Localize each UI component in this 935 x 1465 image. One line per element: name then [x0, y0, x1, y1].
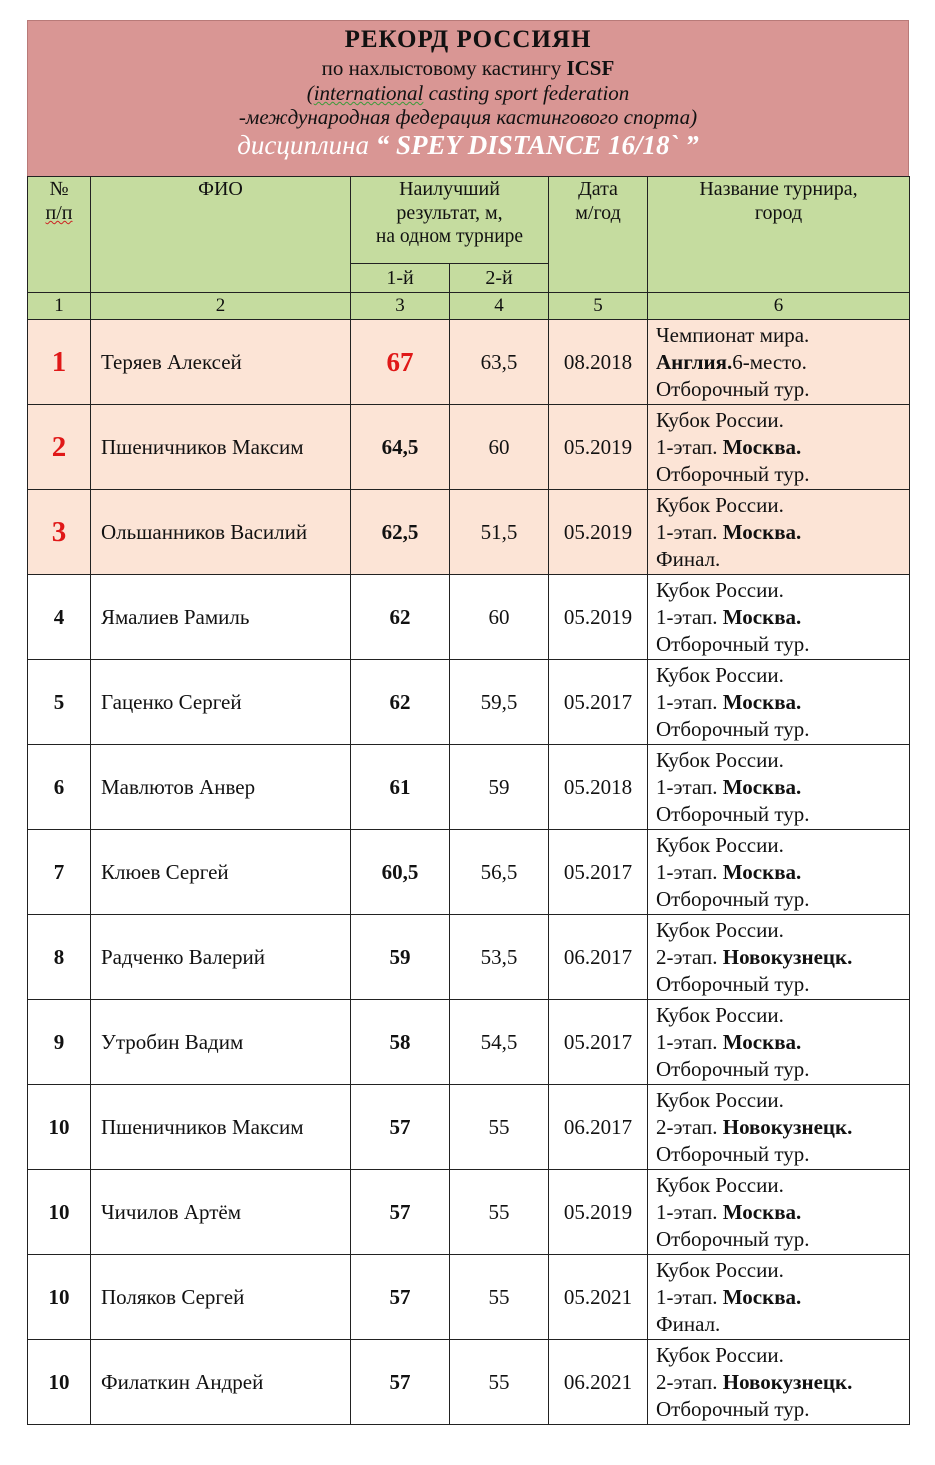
tournament-cell: [648, 490, 910, 575]
tournament-cell: [648, 915, 910, 1000]
federation-name-en: [28, 81, 908, 105]
rank-cell: 10: [28, 1255, 91, 1340]
paren-open: (: [306, 81, 314, 105]
federation-name-ru: -международная федерация кастингового спорта): [238, 105, 698, 129]
date-cell: 06.2017: [549, 1085, 648, 1170]
tournament-stage: 1-этап.: [656, 434, 723, 459]
rank-cell: 10: [28, 1340, 91, 1425]
tournament-stage: 2-этап.: [656, 1369, 723, 1394]
date-cell: 05.2018: [549, 745, 648, 830]
date-cell: 06.2017: [549, 915, 648, 1000]
tournament-city: Москва.: [722, 689, 802, 714]
tournament-stage: 1-этап.: [656, 774, 723, 799]
best-result-cell: 59: [351, 915, 450, 1000]
tournament-line3: Отборочный тур.: [656, 1141, 810, 1166]
tournament-line1: Кубок России.: [656, 407, 784, 432]
date-cell: 05.2019: [549, 405, 648, 490]
second-result-cell: 53,5: [450, 915, 549, 1000]
table-row: [28, 1255, 910, 1340]
tournament-line1: Кубок России.: [656, 917, 784, 942]
athlete-name-cell: Ольшанников Василий: [91, 490, 351, 575]
tournament-city: Москва.: [722, 1029, 802, 1054]
col-number: 4: [450, 293, 549, 320]
tournament-line1: Чемпионат мира.: [656, 322, 810, 347]
tournament-city: Новокузнецк.: [722, 1114, 853, 1139]
tournament-city: Новокузнецк.: [722, 1369, 853, 1394]
second-result-cell: 59: [450, 745, 549, 830]
tournament-line2: [656, 1369, 909, 1396]
page-title: РЕКОРД РОССИЯН: [344, 26, 592, 53]
tournament-line1: Кубок России.: [656, 1257, 784, 1282]
tournament-city: Москва.: [722, 604, 802, 629]
tournament-line3: Отборочный тур.: [656, 1056, 810, 1081]
tournament-city: Москва.: [722, 1199, 802, 1224]
col-header-first: 1-й: [351, 264, 450, 293]
tournament-line3: Отборочный тур.: [656, 886, 810, 911]
tournament-line3: Отборочный тур.: [656, 631, 810, 656]
date-cell: 05.2019: [549, 1170, 648, 1255]
date-cell: 05.2017: [549, 1000, 648, 1085]
tournament-city: Англия.: [656, 349, 733, 374]
best-result-cell: 62,5: [351, 490, 450, 575]
col-header-name: ФИО: [91, 177, 351, 293]
second-result-cell: 55: [450, 1085, 549, 1170]
tournament-cell: [648, 575, 910, 660]
discipline-label: дисциплина: [237, 130, 376, 160]
rank-cell: 10: [28, 1085, 91, 1170]
rank-cell: 5: [28, 660, 91, 745]
second-result-cell: 55: [450, 1170, 549, 1255]
best-result-cell: 57: [351, 1085, 450, 1170]
tournament-cell: [648, 745, 910, 830]
col-header-date: [549, 177, 648, 293]
tournament-stage: 1-этап.: [656, 859, 723, 884]
col-header-date-line2: м/год: [575, 202, 621, 224]
tournament-line3: Отборочный тур.: [656, 971, 810, 996]
tournament-line1: Кубок России.: [656, 832, 784, 857]
tournament-line3: Финал.: [656, 1311, 721, 1336]
col-header-num: [28, 177, 91, 293]
document-header: [27, 20, 909, 176]
rank-cell: 2: [28, 405, 91, 490]
best-result-cell: 62: [351, 575, 450, 660]
records-table: [27, 176, 910, 1425]
tournament-line2: [656, 859, 909, 886]
tournament-line2: [656, 1284, 909, 1311]
tournament-city: Москва.: [722, 859, 802, 884]
tournament-cell: [648, 405, 910, 490]
page-subtitle: [28, 55, 908, 81]
col-header-best: [351, 177, 549, 264]
date-cell: 08.2018: [549, 320, 648, 405]
tournament-cell: [648, 830, 910, 915]
table-row: [28, 745, 910, 830]
col-header-tournament-line2: город: [754, 202, 803, 224]
rank-cell: 8: [28, 915, 91, 1000]
col-header-num-line1: №: [49, 178, 69, 200]
rank-cell: 6: [28, 745, 91, 830]
athlete-name-cell: Утробин Вадим: [91, 1000, 351, 1085]
athlete-name-cell: Пшеничников Максим: [91, 1085, 351, 1170]
best-result-cell: 62: [351, 660, 450, 745]
records-body: [28, 320, 910, 1425]
second-result-cell: 63,5: [450, 320, 549, 405]
tournament-line2: [656, 944, 909, 971]
tournament-line1: Кубок России.: [656, 1087, 784, 1112]
second-result-cell: 55: [450, 1255, 549, 1340]
col-number: 6: [648, 293, 910, 320]
athlete-name-cell: Пшеничников Максим: [91, 405, 351, 490]
federation-word-underlined: international: [313, 81, 424, 105]
best-result-cell: 67: [351, 320, 450, 405]
tournament-line3: Отборочный тур.: [656, 801, 810, 826]
date-cell: 05.2019: [549, 575, 648, 660]
tournament-cell: [648, 1255, 910, 1340]
athlete-name-cell: Филаткин Андрей: [91, 1340, 351, 1425]
col-number: 3: [351, 293, 450, 320]
table-row: [28, 660, 910, 745]
best-result-cell: 64,5: [351, 405, 450, 490]
tournament-line1: Кубок России.: [656, 1172, 784, 1197]
tournament-cell: [648, 320, 910, 405]
col-header-best-line3: на одном турнире: [375, 226, 524, 247]
tournament-city: Новокузнецк.: [722, 944, 853, 969]
rank-cell: 9: [28, 1000, 91, 1085]
second-result-cell: 54,5: [450, 1000, 549, 1085]
second-result-cell: 60: [450, 575, 549, 660]
tournament-stage: 1-этап.: [656, 689, 723, 714]
rank-cell: 3: [28, 490, 91, 575]
table-row: [28, 1170, 910, 1255]
best-result-cell: 60,5: [351, 830, 450, 915]
table-row: [28, 1085, 910, 1170]
table-row: [28, 405, 910, 490]
rank-cell: 4: [28, 575, 91, 660]
col-number: 2: [91, 293, 351, 320]
tournament-stage: 1-этап.: [656, 1029, 723, 1054]
tournament-line2: [656, 774, 909, 801]
tournament-line1: Кубок России.: [656, 1002, 784, 1027]
best-result-cell: 57: [351, 1255, 450, 1340]
rank-cell: 1: [28, 320, 91, 405]
discipline-name: “ SPEY DISTANCE 16/18` ”: [375, 130, 699, 160]
rank-cell: 10: [28, 1170, 91, 1255]
tournament-cell: [648, 660, 910, 745]
athlete-name-cell: Радченко Валерий: [91, 915, 351, 1000]
table-row: [28, 1000, 910, 1085]
table-row: [28, 490, 910, 575]
subtitle-text: по нахлыстовому кастингу: [321, 56, 567, 80]
second-result-cell: 59,5: [450, 660, 549, 745]
tournament-line2: [656, 1199, 909, 1226]
tournament-line2: [656, 349, 909, 376]
date-cell: 06.2021: [549, 1340, 648, 1425]
tournament-cell: [648, 1000, 910, 1085]
tournament-stage: 1-этап.: [656, 1284, 723, 1309]
col-header-best-line1: Наилучший: [399, 178, 500, 200]
tournament-cell: [648, 1085, 910, 1170]
column-number-row: [28, 293, 910, 320]
subtitle-abbr: ICSF: [566, 56, 615, 80]
second-result-cell: 55: [450, 1340, 549, 1425]
col-header-tournament: [648, 177, 910, 293]
tournament-stage: 2-этап.: [656, 1114, 723, 1139]
table-row: [28, 830, 910, 915]
best-result-cell: 57: [351, 1340, 450, 1425]
table-row: [28, 575, 910, 660]
athlete-name-cell: Ямалиев Рамиль: [91, 575, 351, 660]
best-result-cell: 58: [351, 1000, 450, 1085]
date-cell: 05.2019: [549, 490, 648, 575]
table-row: [28, 1340, 910, 1425]
col-header-date-line1: Дата: [578, 178, 618, 200]
federation-rest: casting sport federation: [423, 81, 630, 105]
tournament-stage: 2-этап.: [656, 944, 723, 969]
date-cell: 05.2017: [549, 830, 648, 915]
tournament-stage: 1-этап.: [656, 519, 723, 544]
tournament-line2: [656, 519, 909, 546]
tournament-city: Москва.: [722, 774, 802, 799]
tournament-stage: 1-этап.: [656, 1199, 723, 1224]
second-result-cell: 60: [450, 405, 549, 490]
athlete-name-cell: Гаценко Сергей: [91, 660, 351, 745]
best-result-cell: 61: [351, 745, 450, 830]
tournament-line1: Кубок России.: [656, 1342, 784, 1367]
tournament-city: Москва.: [722, 434, 802, 459]
tournament-line3: Отборочный тур.: [656, 461, 810, 486]
date-cell: 05.2017: [549, 660, 648, 745]
tournament-line3: Отборочный тур.: [656, 376, 810, 401]
record-document: [27, 20, 909, 1425]
second-result-cell: 51,5: [450, 490, 549, 575]
athlete-name-cell: Клюев Сергей: [91, 830, 351, 915]
second-result-cell: 56,5: [450, 830, 549, 915]
tournament-line2: [656, 1114, 909, 1141]
tournament-line2: [656, 434, 909, 461]
tournament-line3: Отборочный тур.: [656, 1226, 810, 1251]
tournament-line2: [656, 604, 909, 631]
col-header-tournament-line1: Название турнира,: [699, 178, 858, 200]
col-header-best-line2: результат, м,: [396, 202, 503, 224]
athlete-name-cell: Чичилов Артём: [91, 1170, 351, 1255]
tournament-line1: Кубок России.: [656, 662, 784, 687]
tournament-line1: Кубок России.: [656, 577, 784, 602]
athlete-name-cell: Поляков Сергей: [91, 1255, 351, 1340]
col-header-second: 2-й: [450, 264, 549, 293]
tournament-cell: [648, 1340, 910, 1425]
best-result-cell: 57: [351, 1170, 450, 1255]
discipline-line: [28, 129, 908, 161]
tournament-line3: Отборочный тур.: [656, 1396, 810, 1421]
tournament-line2: [656, 689, 909, 716]
tournament-line1: Кубок России.: [656, 492, 784, 517]
column-header-row: [28, 177, 910, 264]
date-cell: 05.2021: [549, 1255, 648, 1340]
athlete-name-cell: Мавлютов Анвер: [91, 745, 351, 830]
col-number: 5: [549, 293, 648, 320]
tournament-line3: Отборочный тур.: [656, 716, 810, 741]
athlete-name-cell: Теряев Алексей: [91, 320, 351, 405]
col-number: 1: [28, 293, 91, 320]
tournament-city: Москва.: [722, 1284, 802, 1309]
rank-cell: 7: [28, 830, 91, 915]
tournament-place: 6-место.: [732, 349, 807, 374]
tournament-line3: Финал.: [656, 546, 721, 571]
col-header-num-line2: п/п: [45, 202, 73, 224]
table-row: [28, 915, 910, 1000]
tournament-stage: 1-этап.: [656, 604, 723, 629]
tournament-line2: [656, 1029, 909, 1056]
tournament-cell: [648, 1170, 910, 1255]
tournament-line1: Кубок России.: [656, 747, 784, 772]
table-row: [28, 320, 910, 405]
tournament-city: Москва.: [722, 519, 802, 544]
